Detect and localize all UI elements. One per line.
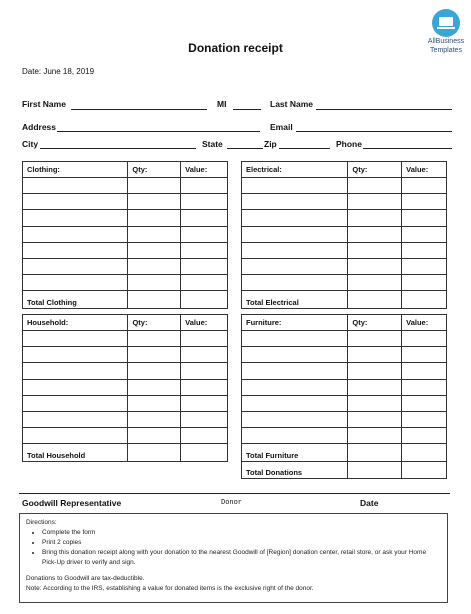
mi-label: MI bbox=[217, 99, 227, 109]
list-item: • Print 2 copies bbox=[42, 538, 441, 548]
qty-header: Qty: bbox=[348, 162, 402, 178]
date-text: Date: June 18, 2019 bbox=[22, 67, 95, 76]
directions-box bbox=[19, 513, 448, 603]
table-row[interactable] bbox=[23, 347, 228, 363]
total-row[interactable] bbox=[242, 444, 447, 461]
table-row[interactable] bbox=[242, 194, 447, 210]
address-label: Address bbox=[22, 122, 57, 132]
electrical-header: Electrical: bbox=[242, 162, 348, 178]
table-row[interactable] bbox=[242, 428, 447, 444]
total-donations-row[interactable] bbox=[242, 461, 447, 478]
irs-note: Note: According to the IRS, establishing a value for donated items is the exclusive right of the donor. bbox=[26, 585, 314, 592]
total-row[interactable] bbox=[242, 291, 447, 308]
email-label: Email bbox=[270, 122, 293, 132]
table-row[interactable] bbox=[242, 258, 447, 274]
total-household-label: Total Household bbox=[23, 444, 128, 461]
donor-label: Donor bbox=[221, 499, 243, 507]
value-header: Value: bbox=[181, 315, 228, 331]
household-header: Household: bbox=[23, 315, 128, 331]
first-name-label: First Name bbox=[22, 99, 66, 109]
phone-field[interactable] bbox=[363, 148, 452, 149]
tax-note: Donations to Goodwill are tax-deductible. bbox=[26, 575, 145, 582]
total-row[interactable] bbox=[23, 291, 228, 308]
laptop-icon bbox=[432, 9, 460, 37]
total-electrical-label: Total Electrical bbox=[242, 291, 348, 308]
total-donations-label: Total Donations bbox=[242, 461, 348, 478]
electrical-table bbox=[241, 161, 447, 309]
list-item: • Complete the form bbox=[42, 528, 441, 538]
table-row[interactable] bbox=[242, 226, 447, 242]
table-row[interactable] bbox=[23, 428, 228, 444]
logo-text-line2: Templates bbox=[430, 47, 462, 54]
table-row[interactable] bbox=[23, 395, 228, 411]
logo-text-line1: AllBusiness bbox=[427, 38, 465, 45]
table-row[interactable] bbox=[242, 379, 447, 395]
signature-line bbox=[19, 493, 450, 494]
furniture-header: Furniture: bbox=[242, 315, 348, 331]
table-row[interactable] bbox=[242, 363, 447, 379]
furniture-table bbox=[241, 314, 447, 479]
city-label: City bbox=[22, 139, 39, 149]
table-row[interactable] bbox=[23, 363, 228, 379]
table-row[interactable] bbox=[23, 194, 228, 210]
table-row[interactable] bbox=[23, 210, 228, 226]
last-name-label: Last Name bbox=[270, 99, 313, 109]
qty-header: Qty: bbox=[128, 162, 181, 178]
table-row[interactable] bbox=[23, 379, 228, 395]
table-row[interactable] bbox=[23, 178, 228, 194]
phone-label: Phone bbox=[336, 139, 362, 149]
table-row[interactable] bbox=[242, 210, 447, 226]
zip-field[interactable] bbox=[279, 148, 330, 149]
last-name-field[interactable] bbox=[316, 109, 452, 110]
table-row[interactable] bbox=[23, 226, 228, 242]
directions-list bbox=[26, 528, 441, 568]
table-row[interactable] bbox=[23, 258, 228, 274]
address-field[interactable] bbox=[57, 131, 260, 132]
table-row[interactable] bbox=[242, 347, 447, 363]
household-table bbox=[22, 314, 228, 462]
zip-label: Zip bbox=[264, 139, 277, 149]
email-field[interactable] bbox=[296, 131, 452, 132]
date-signature-label: Date bbox=[360, 498, 379, 508]
table-row[interactable] bbox=[242, 395, 447, 411]
first-name-field[interactable] bbox=[71, 109, 207, 110]
table-row[interactable] bbox=[242, 331, 447, 347]
directions-heading: Directions: bbox=[26, 519, 57, 526]
city-field[interactable] bbox=[40, 148, 196, 149]
value-header: Value: bbox=[181, 162, 228, 178]
qty-header: Qty: bbox=[128, 315, 181, 331]
table-row[interactable] bbox=[242, 411, 447, 427]
table-row[interactable] bbox=[23, 411, 228, 427]
total-furniture-label: Total Furniture bbox=[242, 444, 348, 461]
qty-header: Qty: bbox=[348, 315, 402, 331]
value-header: Value: bbox=[402, 162, 447, 178]
state-label: State bbox=[202, 139, 223, 149]
state-field[interactable] bbox=[227, 148, 263, 149]
goodwill-representative-label: Goodwill Representative bbox=[22, 498, 122, 508]
total-row[interactable] bbox=[23, 444, 228, 461]
mi-field[interactable] bbox=[233, 109, 261, 110]
clothing-header: Clothing: bbox=[23, 162, 128, 178]
table-row[interactable] bbox=[242, 242, 447, 258]
table-row[interactable] bbox=[23, 242, 228, 258]
clothing-table bbox=[22, 161, 228, 309]
table-row[interactable] bbox=[23, 275, 228, 291]
list-item: • Bring this donation receipt along with your donation to the nearest Goodwill of [Region] donation center, retail store, or ask your Home Pick-Up driver to verify and sign. bbox=[42, 548, 441, 568]
table-row[interactable] bbox=[23, 331, 228, 347]
page-title: Donation receipt bbox=[188, 41, 283, 55]
total-clothing-label: Total Clothing bbox=[23, 291, 128, 308]
table-row[interactable] bbox=[242, 178, 447, 194]
table-row[interactable] bbox=[242, 275, 447, 291]
value-header: Value: bbox=[402, 315, 447, 331]
